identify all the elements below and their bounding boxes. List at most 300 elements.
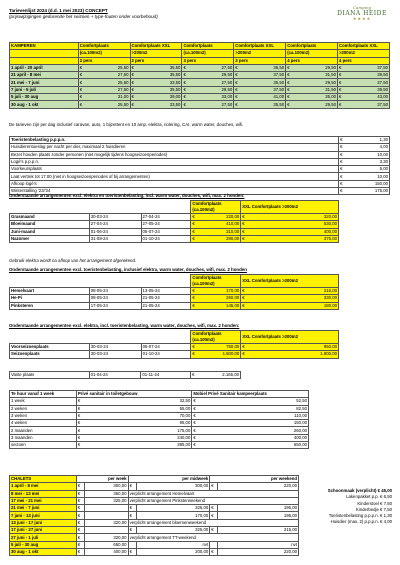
price-cell: € 35,50 <box>131 86 181 92</box>
period-cell: seizoen <box>10 442 77 449</box>
price-cell: € 31,50 <box>287 72 337 78</box>
price-cell: € 215,00 <box>242 288 337 294</box>
empty-cell <box>89 331 141 344</box>
price-cell: € 150,00 <box>193 420 307 426</box>
currency-cell: € <box>128 483 136 490</box>
date-cell: 30-03-24 <box>89 351 141 358</box>
arrangement1-table <box>9 200 339 243</box>
period-cell: 30 aug - 1 okt <box>10 101 79 108</box>
column-header: per weekend <box>210 476 299 483</box>
currency-cell: € <box>76 490 84 497</box>
kamperen-row <box>10 94 390 101</box>
extra-price: € 1,30 <box>340 137 388 143</box>
column-header: 3 pers <box>182 57 234 64</box>
logo-line1: Camping <box>352 5 372 10</box>
currency-cell: € <box>76 505 84 512</box>
arrangement-name: Nazomer <box>10 235 90 242</box>
price-cell: € 55,00 <box>77 405 191 411</box>
kamperen-label <box>10 57 79 64</box>
price-cell: € 37,50 <box>339 79 388 85</box>
price-cell: € 145,00 <box>192 302 240 308</box>
extra-price: € 4,00 <box>340 144 388 150</box>
date-cell: 01-10-24 <box>141 351 191 358</box>
arrangement-row <box>10 344 339 351</box>
currency-cell: € <box>128 505 136 512</box>
chalets-label: CHALETS <box>10 476 77 483</box>
period-cell: 21 mei - 7 juni <box>10 79 79 86</box>
price-cell: € 260,00 <box>193 427 307 433</box>
column-header: Comfortplaats XXL <box>130 43 182 50</box>
column-header: (ca.100m2) <box>182 50 234 57</box>
arrangement2-title: Onderstaande arrangementen excl. toeristenbelasting, inclusief elektra, warm water, douches, wifi, max. 2 honden <box>9 267 247 272</box>
period-cell: 7 juni - 5 juli <box>10 86 79 93</box>
sanitair-row <box>10 427 309 434</box>
date-cell: 21-05-24 <box>141 302 191 309</box>
price-cell: € 33,00 <box>183 94 233 100</box>
currency-cell: € <box>76 519 84 526</box>
price-cell: € 375,00 <box>242 236 337 242</box>
price-cell: € 43,00 <box>339 94 388 100</box>
column-header: 2 pers <box>130 57 182 64</box>
extra-price: € 175,00 <box>340 188 388 194</box>
price-cell: € 37,50 <box>235 86 285 92</box>
column-header: Comfortplaats (ca.100m2) <box>191 275 241 288</box>
sanitair-row <box>10 405 309 412</box>
price-cell: € 290,00 <box>192 236 240 242</box>
column-header: 4 pers <box>286 57 338 64</box>
extras-row <box>10 151 390 158</box>
price-cell: € 33,50 <box>131 101 181 107</box>
chalet-row <box>10 483 299 490</box>
chalet-row <box>10 490 299 497</box>
price-cell: 325,00 <box>136 527 210 534</box>
currency-cell: € <box>210 483 218 490</box>
extra-price: € 150,00 <box>340 180 388 186</box>
price-cell: € 41,00 <box>235 94 285 100</box>
price-cell: € 170,00 <box>192 288 240 294</box>
period-cell: 21 mei - 7 juni <box>10 505 77 512</box>
period-cell: 13 juni - 17 juni <box>10 519 77 526</box>
chalet-row <box>10 505 299 512</box>
extra-label: Bezet houden plaats zonder personen (niet mogelijk tijdens hoogseizoenperiodes) <box>10 151 339 158</box>
price-cell: € 2.165,00 <box>192 372 239 378</box>
sanitair-row <box>10 420 309 427</box>
sanitair-row <box>10 398 309 405</box>
kamperen-row <box>10 101 390 108</box>
inclusive-text: De tarieven zijn per dag inclusief caravan, auto, 1 bijzettent en 10 amp. elektra, riolering, CAI, warm water, douches, wifi. <box>9 122 244 127</box>
chalet-row <box>10 497 299 504</box>
price-cell: € 27,50 <box>183 65 233 71</box>
price-cell: € 37,50 <box>235 72 285 78</box>
price-cell: € 82,50 <box>193 405 307 411</box>
date-cell: 31-08-24 <box>89 235 141 242</box>
empty-cell <box>10 331 90 344</box>
arrangement-name: Pinksteren <box>10 302 90 309</box>
column-header: 2 pers <box>78 57 130 64</box>
arrangement-row <box>10 228 339 235</box>
date-cell: 08-05-24 <box>89 288 141 295</box>
currency-cell: € <box>76 512 84 519</box>
kamperen-table <box>9 42 390 109</box>
arrangement-row <box>10 214 339 221</box>
kamperen-row <box>10 72 390 79</box>
date-cell: 13-05-24 <box>141 288 191 295</box>
price-cell: 350,00 <box>84 490 128 497</box>
currency-cell: € <box>210 512 218 519</box>
date-cell: 21-05-24 <box>141 295 191 302</box>
price-cell: € 95,00 <box>77 420 191 426</box>
chalet-extra-item: Lakenpakket p.p. € 6,50 <box>346 494 392 500</box>
empty-cell <box>141 331 191 344</box>
period-cell: 3 maanden <box>10 434 77 441</box>
price-cell: € 750,00 <box>192 344 240 350</box>
empty-cell <box>141 201 191 214</box>
column-header: Comfortplaats XXL <box>234 43 286 50</box>
price-cell: € 39,00 <box>131 94 181 100</box>
arrangement3-title: Onderstaande arrangementen excl. elektra, incl. toeristenbelasting, warm water, douches, wifi, max. 2 honden: <box>9 323 240 328</box>
price-cell: 200,00 <box>136 548 210 555</box>
column-header: Te huur vanaf 1 week <box>10 391 77 398</box>
price-cell: € 175,00 <box>77 427 191 433</box>
extras-row <box>10 166 390 173</box>
period-cell: 17 mei - 21 mei <box>10 497 77 504</box>
arrangement-name: Hemelvaart <box>10 288 90 295</box>
extra-label: Winterstalling '23/'24 <box>10 188 339 195</box>
price-cell: € 35,50 <box>131 65 181 71</box>
kamperen-header-row <box>10 43 390 50</box>
extras-table <box>9 136 390 195</box>
arrangement-row <box>10 351 339 358</box>
price-cell: € 240,00 <box>77 434 191 440</box>
price-cell: € 33,50 <box>131 79 181 85</box>
date-cell: 01-11-24 <box>141 372 191 379</box>
price-cell: € 37,50 <box>339 65 388 71</box>
column-header: >200m2 <box>338 50 390 57</box>
currency-cell: € <box>76 497 84 504</box>
price-cell: 215,00 <box>218 527 299 534</box>
currency-cell: € <box>76 548 84 555</box>
sanitair-header-row <box>10 391 309 398</box>
arrangement-note: verplicht arrangement TT-weekend <box>128 534 298 541</box>
price-cell: € 31,00 <box>79 94 129 100</box>
date-cell: 27-04-24 <box>141 214 191 221</box>
price-cell: 325,00 <box>136 505 210 512</box>
currency-cell: € <box>128 548 136 555</box>
period-cell: 5 juli - 30 aug <box>10 94 79 101</box>
currency-cell: € <box>210 505 218 512</box>
price-cell: € 410,00 <box>192 221 240 227</box>
price-cell: € 29,50 <box>183 72 233 78</box>
arrangement-note: verplicht arrangement Hemelvaart <box>128 490 298 497</box>
period-cell: 27 juni - 1 juli <box>10 534 77 541</box>
extra-label: Afkoop logé's <box>10 180 339 187</box>
date-cell: 08-05-24 <box>89 295 141 302</box>
price-cell: € 310,00 <box>192 228 240 234</box>
column-header: Comfortplaats <box>286 43 338 50</box>
arrangement-name: He-Pi <box>10 295 90 302</box>
date-cell: 01-10-24 <box>141 235 191 242</box>
column-header: (ca.100m2) <box>286 50 338 57</box>
chalets-table <box>9 475 299 556</box>
column-header: Comfortplaats <box>182 43 234 50</box>
sanitair-table <box>9 390 309 449</box>
price-cell: € 530,00 <box>242 221 337 227</box>
price-cell: € 29,50 <box>287 101 337 107</box>
price-cell: € 52,50 <box>193 398 307 404</box>
price-cell: € 220,00 <box>192 214 240 220</box>
price-cell: € 25,50 <box>79 79 129 85</box>
extra-label: Logé's p.p.p.n. <box>10 158 339 165</box>
empty-cell <box>89 275 141 288</box>
sanitair-row <box>10 412 309 419</box>
sanitair-row <box>10 442 309 449</box>
chalet-row <box>10 534 299 541</box>
empty-cell <box>10 275 90 288</box>
arrangement-header-row <box>10 201 339 214</box>
document-subtitle: (prijswijzigingen gedurende het seizoen + type-fouten onder voorbehoud) <box>9 14 158 19</box>
date-cell: 05-07-24 <box>141 228 191 235</box>
period-cell: 3 weken <box>10 412 77 419</box>
arrangement-header-row <box>10 331 339 344</box>
currency-cell: € <box>76 534 84 541</box>
arrangement-name: Juni-maand <box>10 228 90 235</box>
chalet-row <box>10 541 299 548</box>
price-cell: € 37,50 <box>339 101 388 107</box>
currency-cell: € <box>76 527 84 534</box>
price-cell: 195,00 <box>218 505 299 512</box>
price-cell: € 27,50 <box>79 86 129 92</box>
price-cell: € 35,50 <box>131 72 181 78</box>
currency-cell: € <box>210 527 218 534</box>
price-cell: € 1.500,00 <box>192 351 240 357</box>
price-cell: 325,00 <box>84 497 128 504</box>
chalet-row <box>10 527 299 534</box>
extra-price: € 5,00 <box>340 166 388 172</box>
column-header: XXL Comfortplaats >200m2 <box>241 201 339 214</box>
column-header: per week <box>76 476 128 483</box>
arrangement-note: verplicht arrangement bloemenweekend <box>128 519 298 526</box>
price-cell: 300,00 <box>84 483 128 490</box>
kamperen-header-row <box>10 50 390 57</box>
chalet-extras <box>300 488 392 526</box>
extras-row <box>10 180 390 187</box>
arrangement-note: verplicht arrangement Pinksterweekend <box>128 497 298 504</box>
period-cell: 2 weken <box>10 405 77 412</box>
vaste-plaats-row <box>10 372 241 379</box>
period-cell: 7 juni - 13 juni <box>10 512 77 519</box>
chalet-extra-item: Schoonmaak (verplicht) € 45,00 <box>327 488 392 493</box>
price-cell: 220,00 <box>218 483 299 490</box>
chalet-row <box>10 548 299 555</box>
price-cell: 220,00 <box>218 548 299 555</box>
chalet-extra-item: Kinderstoel € 7,50 <box>357 500 392 506</box>
date-cell: 05-07-24 <box>141 344 191 351</box>
price-cell: € 950,00 <box>242 344 337 350</box>
extra-price: € 10,00 <box>340 173 388 179</box>
arrangement-row <box>10 235 339 242</box>
price-cell: € 35,00 <box>287 94 337 100</box>
document-header <box>9 8 158 20</box>
document-title: Tarievenlijst 2024 (d.d. 1 mei 2023) CONCEPT <box>9 8 108 13</box>
price-cell: 300,00 <box>136 483 210 490</box>
arrangement1-title: Onderstaande arrangementen excl. elektra en toeristenbelasting, incl. warm water, douches, wifi, max. 2 honden: <box>9 193 245 198</box>
extra-label: Huisdierentoeslag per nacht per dier, maximaal 2 huisdieren <box>10 144 339 151</box>
column-header: Privé sanitair in toiletgebouw <box>76 391 192 398</box>
chalet-row <box>10 512 299 519</box>
price-cell: € 110,00 <box>193 413 307 419</box>
period-cell: 8 mei - 13 mei <box>10 490 77 497</box>
extras-row <box>10 144 390 151</box>
price-cell: € 27,50 <box>183 79 233 85</box>
price-cell: € 29,50 <box>183 86 233 92</box>
arrangement3-table <box>9 330 339 359</box>
empty-cell <box>10 201 90 214</box>
price-cell: € 27,50 <box>79 72 129 78</box>
period-cell: 1 april - 20 april <box>10 64 79 71</box>
currency-cell: € <box>210 548 218 555</box>
arrangement2-table <box>9 274 339 310</box>
chalet-extra-item: Huisdier (max. 2) p.p.p.n. € 4,00 <box>330 519 392 525</box>
date-cell: 01-04-24 <box>89 372 141 379</box>
price-cell <box>84 505 128 512</box>
currency-cell: € <box>128 512 136 519</box>
column-header: (ca.100m2) <box>78 50 130 57</box>
price-cell: € 32,50 <box>77 398 191 404</box>
column-header: per midweek <box>128 476 210 483</box>
kamperen-header-row <box>10 57 390 64</box>
arrangement-row <box>10 302 339 309</box>
extras-row <box>10 158 390 165</box>
price-cell: € 400,00 <box>242 228 337 234</box>
period-cell: 4 weken <box>10 420 77 427</box>
period-cell: 1 week <box>10 398 77 405</box>
sanitair-row <box>10 434 309 441</box>
kamperen-label <box>10 50 79 57</box>
extra-label: Toeristenbelasting p.p.p.n. <box>10 137 339 144</box>
extra-price: € 3,30 <box>340 159 388 165</box>
chalet-extra-item: Toeristenbelasting p.p.p.n. € 1,30 <box>328 513 392 519</box>
extra-label: Laat vertrek tot 17.00 (niet in hoogseizoenperiodes of bij arrangementen) <box>10 173 339 180</box>
price-cell: € 400,00 <box>193 434 307 440</box>
price-cell: nvt <box>136 541 210 548</box>
price-cell: € 650,00 <box>193 442 307 448</box>
period-cell: 5 juli - 30 aug <box>10 541 77 548</box>
empty-cell <box>89 201 141 214</box>
date-cell: 30-03-24 <box>89 344 141 351</box>
logo-stars: ★★★★ <box>352 16 372 21</box>
price-cell: € 25,50 <box>79 101 129 107</box>
price-cell: € 39,50 <box>339 72 388 78</box>
period-cell: 30 aug - 1 okt <box>10 548 77 555</box>
column-header: >200m2 <box>234 50 286 57</box>
price-cell: € 35,50 <box>235 79 285 85</box>
arrangement-row <box>10 288 339 295</box>
date-cell: 27-05-24 <box>141 221 191 228</box>
column-header: >200m2 <box>130 50 182 57</box>
price-cell: € 395,00 <box>77 442 191 448</box>
price-cell: € 70,00 <box>77 413 191 419</box>
column-header: Comfortplaats <box>78 43 130 50</box>
price-cell <box>84 512 128 519</box>
empty-cell <box>141 275 191 288</box>
period-cell: 1 april - 8 mei <box>10 483 77 490</box>
column-header: Comfortplaats (ca.100m2) <box>191 331 241 344</box>
price-cell: 650,00 <box>84 541 128 548</box>
kamperen-label: KAMPEREN <box>10 43 79 50</box>
date-cell: 30-03-24 <box>89 214 141 221</box>
arrangement-name: Bloeimaand <box>10 221 90 228</box>
price-cell: € 29,50 <box>287 65 337 71</box>
column-header: Comfortplaats XXL <box>338 43 390 50</box>
currency-cell: € <box>128 527 136 534</box>
period-cell: 2 maanden <box>10 427 77 434</box>
price-cell: 170,00 <box>136 512 210 519</box>
date-cell: 27-04-24 <box>89 221 141 228</box>
price-cell: € 260,00 <box>192 295 240 301</box>
price-cell: 400,00 <box>84 548 128 555</box>
logo-line2: DIANA HEIDE <box>337 10 387 17</box>
arrangement-name: Grasmaand <box>10 214 90 221</box>
price-cell: € 35,50 <box>235 101 285 107</box>
price-cell: € 27,50 <box>183 101 233 107</box>
extra-label: Voorkeursplaats <box>10 166 339 173</box>
price-cell: € 1.900,00 <box>242 351 337 357</box>
price-cell: € 180,00 <box>242 302 337 308</box>
arrangement1-note: Gebruik elektra wordt na afloop van het arrangement afgerekend. <box>9 258 137 263</box>
price-cell: € 31,50 <box>287 86 337 92</box>
extras-row <box>10 173 390 180</box>
kamperen-row <box>10 64 390 71</box>
kamperen-row <box>10 79 390 86</box>
column-header: 4 pers <box>338 57 390 64</box>
chalets-header-row <box>10 476 299 483</box>
column-header: XXL Comfortplaats >200m2 <box>241 275 339 288</box>
arrangement-name: Seizoenplaats <box>10 351 90 358</box>
currency-cell <box>128 541 136 548</box>
arrangement-row <box>10 295 339 302</box>
chalet-row <box>10 519 299 526</box>
currency-cell: € <box>76 483 84 490</box>
arrangement-header-row <box>10 275 339 288</box>
currency-cell <box>210 541 218 548</box>
arrangement-row <box>10 221 339 228</box>
price-cell: € 39,50 <box>339 86 388 92</box>
column-header: Comfortplaats (ca.100m2) <box>191 201 241 214</box>
kamperen-row <box>10 86 390 93</box>
column-header: Mobiel Privé Sanitair kampeerplaats <box>192 391 309 398</box>
price-cell: € 29,50 <box>287 79 337 85</box>
price-cell: nvt <box>218 541 299 548</box>
date-cell: 17-05-24 <box>89 302 141 309</box>
camping-logo <box>333 6 391 21</box>
date-cell: 01-06-24 <box>89 228 141 235</box>
column-header: XXL Comfortplaats >200m2 <box>241 331 339 344</box>
arrangement-name: Vaste plaats <box>10 372 90 379</box>
price-cell: 195,00 <box>218 512 299 519</box>
price-cell <box>84 527 128 534</box>
vaste-plaats-table <box>9 371 241 379</box>
price-cell: € 320,00 <box>242 214 337 220</box>
price-cell: 320,00 <box>84 519 128 526</box>
column-header: 3 pers <box>234 57 286 64</box>
extra-price: € 10,00 <box>340 151 388 157</box>
price-cell: € 330,00 <box>242 295 337 301</box>
currency-cell: € <box>76 541 84 548</box>
period-cell: 17 juni - 27 juni <box>10 527 77 534</box>
arrangement-name: Voorseizoenplaats <box>10 344 90 351</box>
extras-row <box>10 137 390 144</box>
period-cell: 21 april - 8 mei <box>10 72 79 79</box>
